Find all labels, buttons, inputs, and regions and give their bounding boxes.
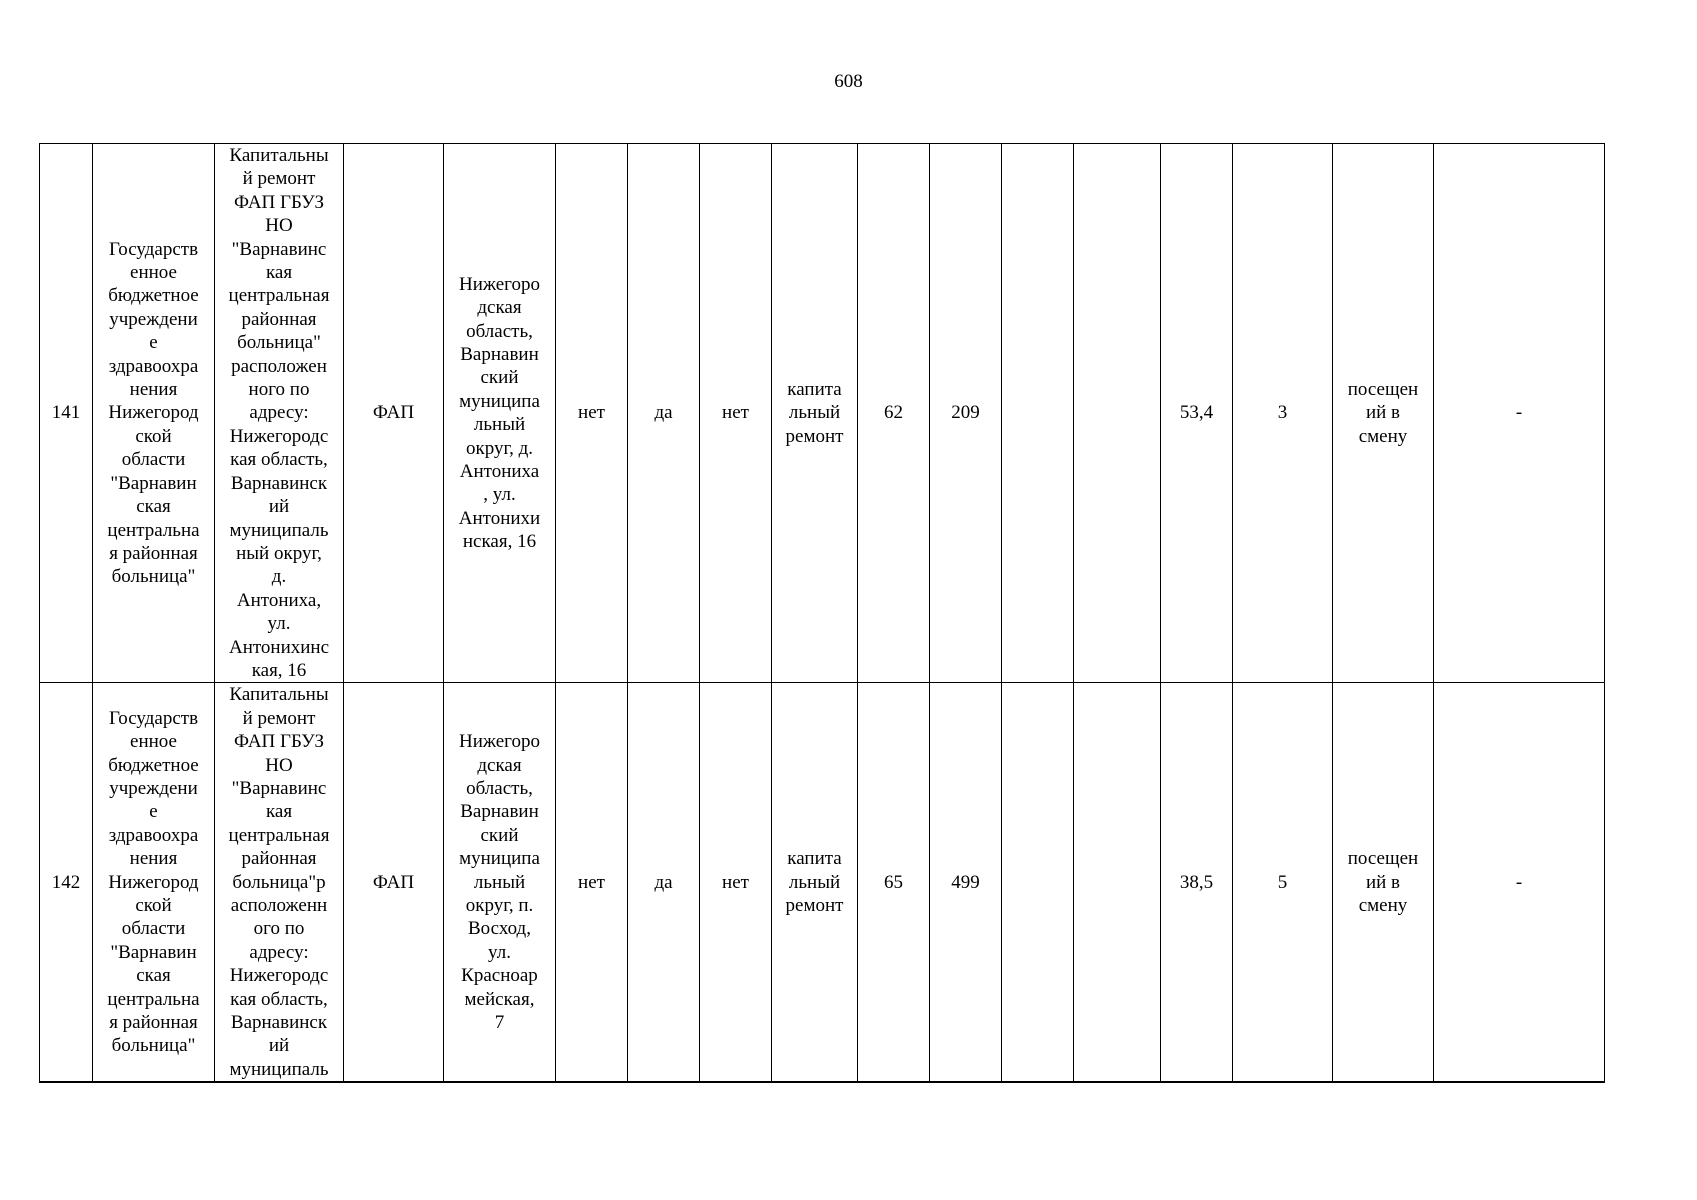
facility-address: Нижегоро дская область, Варнавин ский муниципа льный округ, д. Антониха , ул. Антонихи нская, 16 — [444, 144, 556, 683]
flag-1: нет — [556, 683, 628, 1082]
data-table — [39, 143, 1605, 1083]
value-3: 38,5 — [1161, 683, 1233, 1082]
facility-type: ФАП — [344, 683, 444, 1082]
empty-cell-2 — [1074, 144, 1161, 683]
organization-name: Государств енное бюджетное учреждени е здравоохра нения Нижегород ской области "Варнавин ская центральна я районная больница" — [93, 144, 215, 683]
row-number: 141 — [40, 144, 93, 683]
flag-1: нет — [556, 144, 628, 683]
table-row — [40, 144, 1605, 683]
facility-type: ФАП — [344, 144, 444, 683]
table-row — [40, 683, 1605, 1082]
empty-cell-2 — [1074, 683, 1161, 1082]
value-1: 62 — [858, 144, 930, 683]
row-number: 142 — [40, 683, 93, 1082]
value-4: 3 — [1233, 144, 1333, 683]
last-cell: - — [1434, 683, 1605, 1082]
page-number: 608 — [834, 71, 863, 92]
work-type: капита льный ремонт — [772, 144, 858, 683]
value-1: 65 — [858, 683, 930, 1082]
value-2: 499 — [930, 683, 1002, 1082]
project-description: Капитальны й ремонт ФАП ГБУЗ НО "Варнавинс кая центральная районная больница" расположен ного по адресу: Нижегородс кая область, Варнавинск ий муниципаль ный округ, д. Антониха, ул. Антонихинс кая, 16 — [215, 144, 344, 683]
last-cell: - — [1434, 144, 1605, 683]
work-type: капита льный ремонт — [772, 683, 858, 1082]
project-description: Капитальны й ремонт ФАП ГБУЗ НО "Варнавинс кая центральная районная больница"р асположенн ого по адресу: Нижегородс кая область, Варнавинск ий муниципаль — [215, 683, 344, 1082]
organization-name: Государств енное бюджетное учреждени е здравоохра нения Нижегород ской области "Варнавин ская центральна я районная больница" — [93, 683, 215, 1082]
flag-2: да — [628, 144, 700, 683]
value-3: 53,4 — [1161, 144, 1233, 683]
value-2: 209 — [930, 144, 1002, 683]
empty-cell-1 — [1002, 683, 1074, 1082]
capacity-unit: посещен ий в смену — [1333, 144, 1434, 683]
flag-3: нет — [700, 144, 772, 683]
flag-3: нет — [700, 683, 772, 1082]
flag-2: да — [628, 683, 700, 1082]
capacity-unit: посещен ий в смену — [1333, 683, 1434, 1082]
value-4: 5 — [1233, 683, 1333, 1082]
empty-cell-1 — [1002, 144, 1074, 683]
facility-address: Нижегоро дская область, Варнавин ский муниципа льный округ, п. Восход, ул. Красноар мейская, 7 — [444, 683, 556, 1082]
